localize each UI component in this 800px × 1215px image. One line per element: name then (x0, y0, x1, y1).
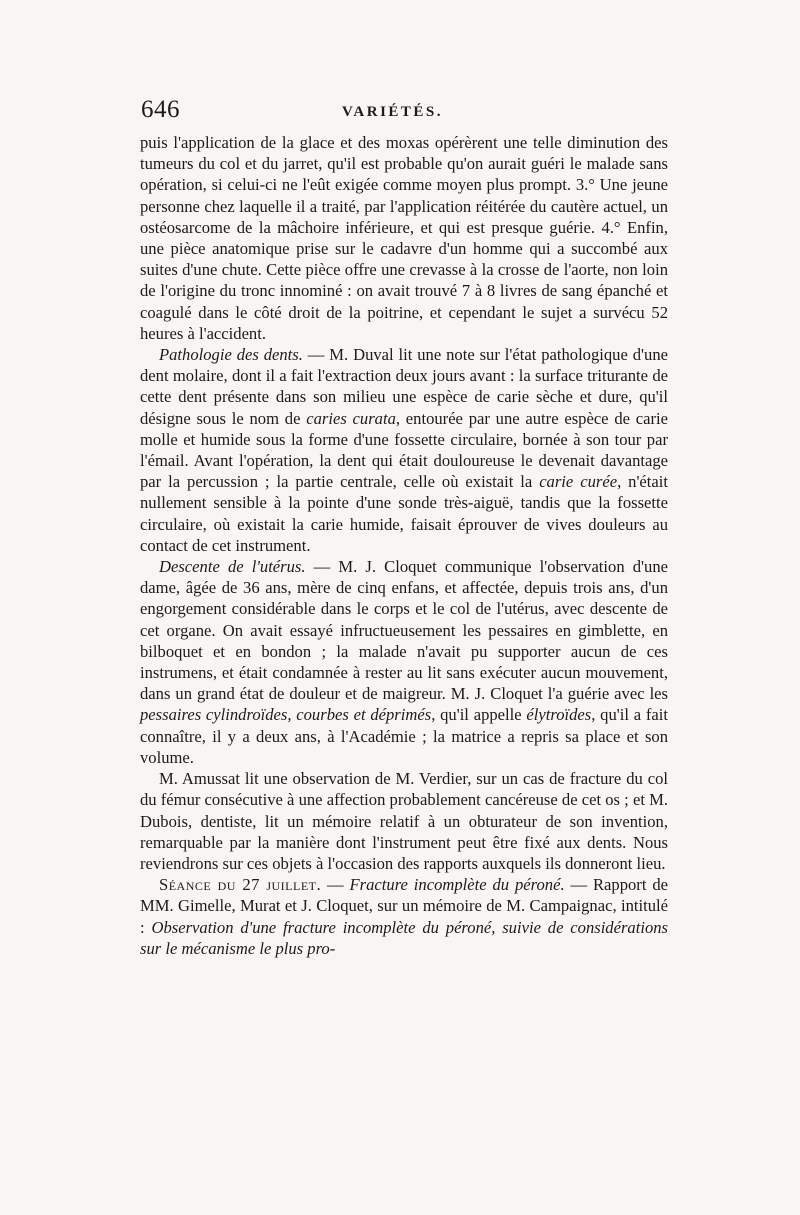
running-head: VARIÉTÉS. (342, 104, 444, 120)
text-run: , qu'il appelle (431, 705, 527, 725)
italic-run: Descente de l'utérus. (159, 557, 306, 577)
italic-run: pessaires cylindroïdes, courbes et déprimés (140, 705, 432, 725)
italic-run: carie curée (539, 472, 618, 492)
text-run: — M. Duval lit une note sur l'état pathologique d'une dent molaire, dont il a fait l'extraction deux jours avant : la surface triturante de cette dent présente dans son milieu une espèce de carie sèche et dure, qu'il désigne sous le nom de (140, 345, 668, 428)
body-text (140, 132, 668, 959)
text-run: — (321, 875, 350, 895)
italic-run: élytroïdes (526, 705, 592, 725)
text-run: — M. J. Cloquet communique l'observation d'une dame, âgée de 36 ans, mère de cinq enfans, et affectée, depuis trois ans, d'un engorgement considérable dans le corps et le col de l'utérus, avec descente de cet organe. On avait essayé infructueusement les pessaires en gimblette, en bilboquet et en bondon ; la malade n'avait pu supporter aucun de ces instrumens, et était condamnée à rester au lit sans exécuter aucun mouvement, dans un grand état de douleur et de maigreur. M. J. Cloquet l'a guérie avec les (140, 557, 668, 704)
paragraph-p1 (140, 132, 668, 344)
text-run: — Rapport de MM. Gimelle, Murat et J. Cloquet, sur un mémoire de M. Campaignac, intitulé : (140, 875, 668, 937)
text-run: puis l'application de la glace et des moxas opérèrent une telle diminution des tumeurs du col et du jarret, qu'il est probable qu'on aurait guéri le malade sans opération, si celui-ci ne l'eût exigée comme moyen plus prompt. 3.° Une jeune personne chez laquelle il a traité, par l'application réitérée du cautère actuel, un ostéosarcome de la mâchoire inférieure, et qui est presque guérie. 4.° Enfin, une pièce anatomique prise sur le cadavre d'un homme qui a succombé aux suites d'une chute. Cette pièce offre une crevasse à la crosse de l'aorte, non loin de l'origine du tronc innominé : on avait trouvé 7 à 8 livres de sang épanché et coagulé dans le côté droit de la poitrine, et cependant le sujet a survécu 52 heures à l'accident. (140, 133, 668, 343)
paragraph-p5 (140, 874, 668, 959)
text-run: , entourée par une autre espèce de carie molle et humide sous la forme d'une fossette circulaire, bornée à son tour par l'émail. Avant l'opération, la dent qui était douloureuse le devenait davantage par la percussion ; la partie centrale, celle où existait la (140, 408, 668, 492)
small-caps-run: Séance du 27 juillet. (159, 875, 322, 895)
italic-run: caries curata (306, 408, 396, 428)
paragraph-p4 (140, 768, 668, 874)
italic-run: Pathologie des dents. (159, 345, 303, 365)
text-run: M. Amussat lit une observation de M. Verdier, sur un cas de fracture du col du fémur consécutive à une affection probablement cancéreuse de cet os ; et M. Dubois, dentiste, lit un mémoire relatif à un obturateur de son invention, remarquable par la manière dont l'instrument peut être fixé aux dents. Nous reviendrons sur ces objets à l'occasion des rapports auxquels ils donneront lieu. (140, 769, 668, 873)
page-header (141, 96, 667, 130)
italic-run: Observation d'une fracture incomplète du péroné, suivie de considérations sur le mécanisme le plus pro- (140, 917, 668, 958)
paragraph-p2 (140, 344, 668, 556)
page-number: 646 (141, 96, 180, 123)
italic-run: Fracture incomplète du péroné. (349, 875, 565, 895)
paragraph-p3 (140, 556, 668, 768)
text-run: , n'était nullement sensible à la pointe d'une sonde très-aiguë, tandis que la fossette circulaire, où existait la carie humide, faisait éprouver de vives douleurs au contact de cet instrument. (140, 472, 668, 555)
text-run: , qu'il a fait connaître, il y a deux ans, à l'Académie ; la matrice a repris sa place et son volume. (140, 705, 669, 767)
